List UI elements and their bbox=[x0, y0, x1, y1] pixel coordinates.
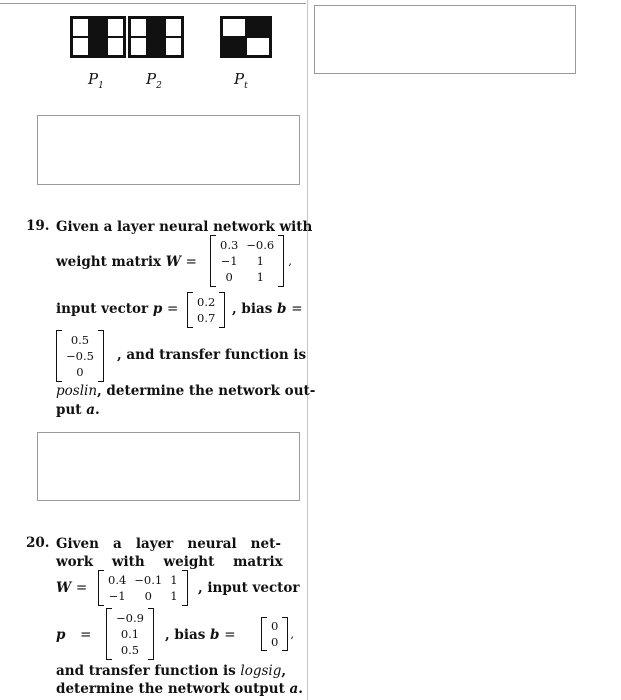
q19-bias-label: , bias b = bbox=[232, 301, 303, 317]
q20-number: 20. bbox=[26, 535, 50, 551]
q19-weight-matrix: 0.3 −0.6 −1 1 0 1 , bbox=[210, 235, 292, 287]
q19-bias-vector: 0.5 −0.5 0 bbox=[56, 330, 104, 382]
q20-weight-matrix: 0.4 −0.1 1 −1 0 1 bbox=[98, 570, 188, 606]
column-divider bbox=[307, 0, 308, 700]
q20-transfer-line: and transfer function is logsig, bbox=[56, 663, 287, 679]
pattern-p1 bbox=[70, 16, 126, 58]
q20-input-vector: −0.9 0.1 0.5 bbox=[106, 608, 154, 660]
answer-box-1[interactable] bbox=[37, 115, 300, 185]
pattern-pt bbox=[220, 16, 272, 58]
q20-bias-vector: 0 0 , bbox=[261, 617, 294, 651]
q20-determine-line: determine the network output a. bbox=[56, 681, 303, 697]
top-rule bbox=[0, 3, 306, 4]
q20-bias-label: , bias b = bbox=[165, 627, 236, 643]
q20-weight-symbol: W = bbox=[56, 580, 88, 596]
pattern-label-1: $P_1$ bbox=[88, 70, 104, 91]
q19-line1: Given a layer neural network with bbox=[56, 219, 313, 235]
pattern-label-t: $P_t$ bbox=[234, 70, 248, 91]
pattern-label-2: $P_2$ bbox=[146, 70, 162, 91]
q20-input-text: , input vector bbox=[198, 580, 300, 596]
q19-last-line: put a. bbox=[56, 402, 100, 418]
q19-input-label: input vector p = bbox=[56, 301, 179, 317]
answer-box-right[interactable] bbox=[314, 5, 576, 74]
answer-box-2[interactable] bbox=[37, 432, 300, 501]
q20-line2: work with weight matrix bbox=[56, 554, 283, 570]
q19-input-vector: 0.2 0.7 bbox=[187, 292, 225, 328]
q19-number: 19. bbox=[26, 218, 50, 234]
q19-determine-line: poslin, determine the network out- bbox=[56, 383, 316, 399]
q19-transfer-text: , and transfer function is bbox=[117, 347, 307, 363]
q20-line1: Given a layer neural net- bbox=[56, 536, 281, 552]
q19-weight-label: weight matrix W = bbox=[56, 254, 197, 270]
pattern-p2 bbox=[128, 16, 184, 58]
q20-p-symbol: p = bbox=[56, 627, 92, 643]
